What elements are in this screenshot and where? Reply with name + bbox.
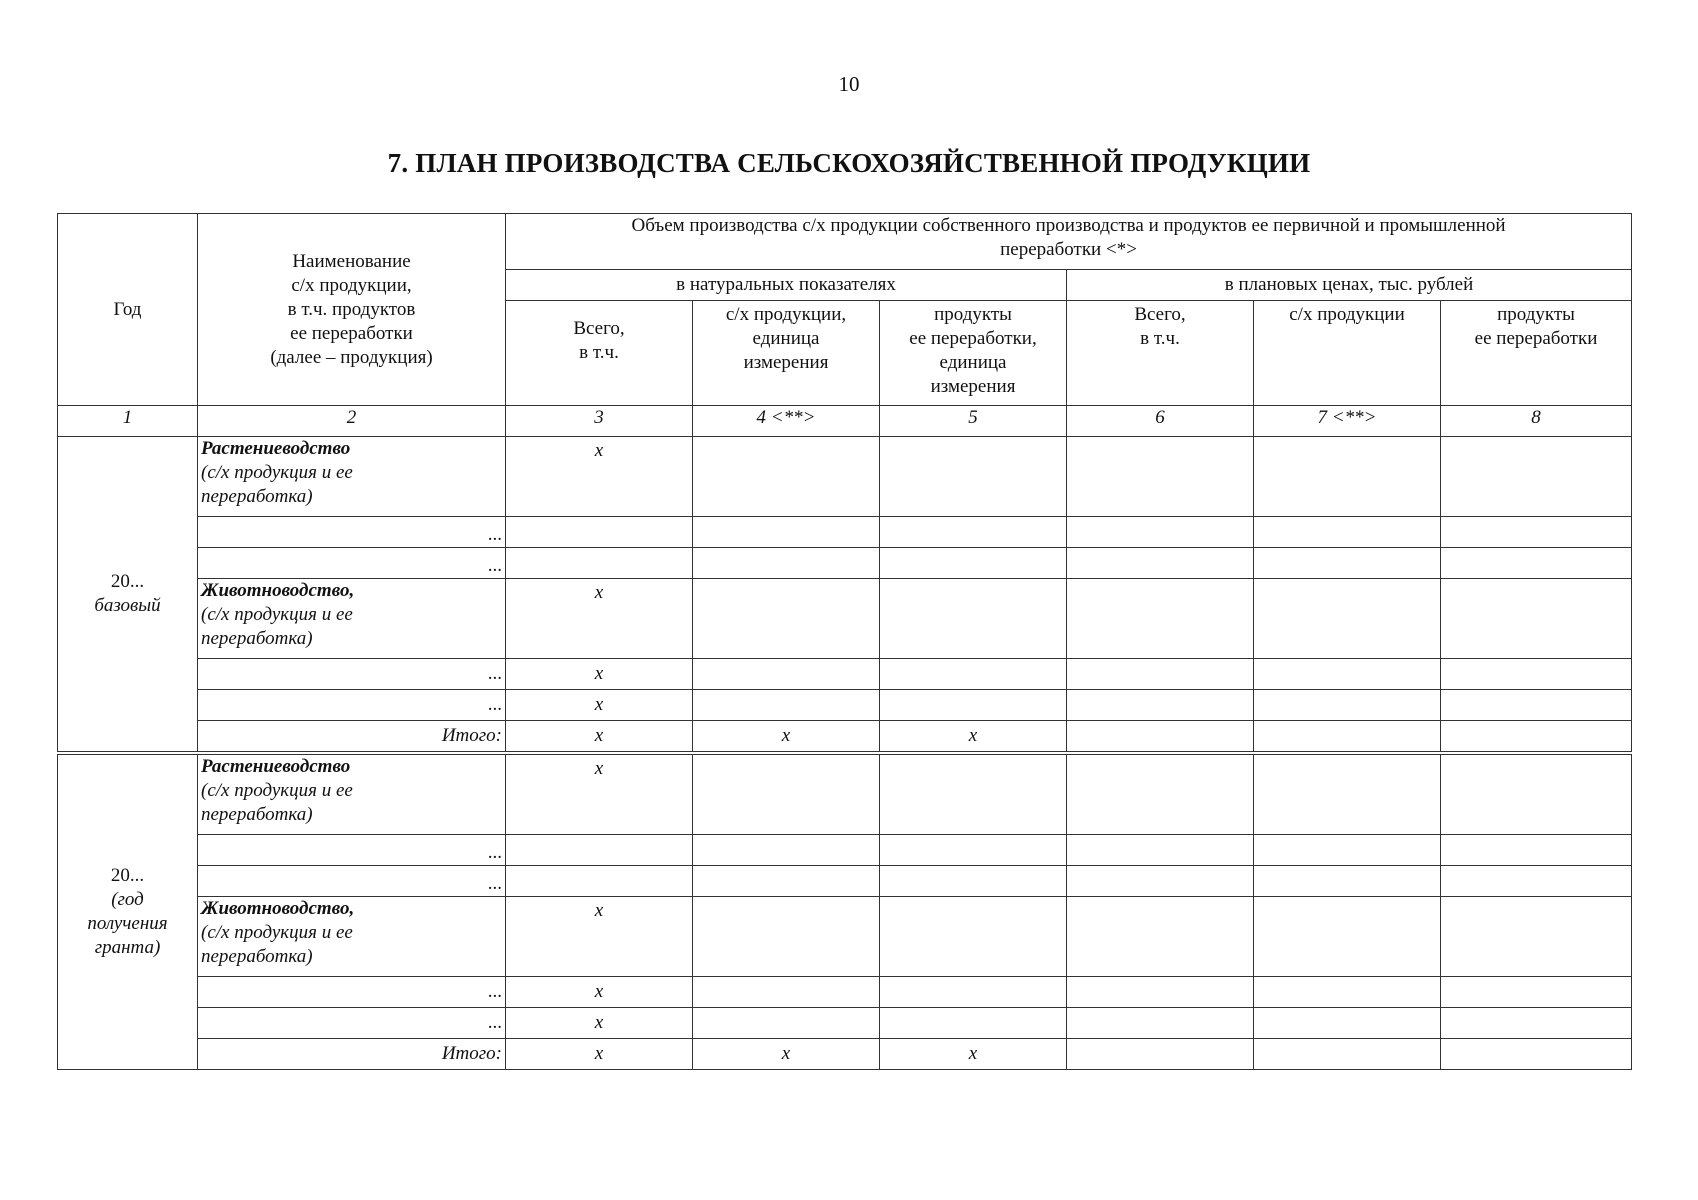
column-number: 1: [58, 406, 198, 437]
data-cell[interactable]: [1067, 897, 1254, 977]
data-cell[interactable]: [693, 517, 880, 548]
column-number: 5: [880, 406, 1067, 437]
data-cell[interactable]: [880, 659, 1067, 690]
year-value: 20...: [110, 571, 145, 592]
table-row: [58, 866, 1632, 897]
x-mark: x: [506, 1008, 693, 1039]
data-cell[interactable]: [1441, 659, 1632, 690]
data-cell[interactable]: [1254, 897, 1441, 977]
header-processing-price: [1441, 301, 1632, 406]
column-number: 2: [198, 406, 506, 437]
category-label: Растениеводство: [201, 756, 351, 777]
column-number: 6: [1067, 406, 1254, 437]
data-cell[interactable]: [1067, 690, 1254, 721]
header-price-group: в плановых ценах, тыс. рублей: [1067, 270, 1632, 301]
data-cell[interactable]: [1254, 721, 1441, 752]
data-cell[interactable]: [1067, 1039, 1254, 1070]
table-row: [58, 690, 1632, 721]
total-row: [58, 721, 1632, 752]
total-label: Итого:: [198, 721, 506, 752]
category-note: переработка): [201, 946, 313, 967]
data-cell[interactable]: [1441, 897, 1632, 977]
x-mark: x: [506, 437, 693, 517]
data-cell[interactable]: [693, 659, 880, 690]
dots-cell: ...: [198, 659, 506, 690]
column-number: 8: [1441, 406, 1632, 437]
header-processing-natural: [880, 301, 1067, 406]
data-cell[interactable]: [693, 1008, 880, 1039]
data-cell[interactable]: [1067, 659, 1254, 690]
data-cell[interactable]: [693, 548, 880, 579]
dots-cell: ...: [198, 548, 506, 579]
data-cell[interactable]: [506, 517, 693, 548]
x-mark: x: [693, 721, 880, 752]
data-cell[interactable]: [1441, 721, 1632, 752]
x-mark: x: [506, 977, 693, 1008]
table-row: [58, 835, 1632, 866]
header-sub-line: единица: [752, 328, 820, 349]
header-sub-line: единица: [939, 352, 1007, 373]
header-sub-line: продукты: [1497, 304, 1575, 325]
data-cell[interactable]: [1067, 835, 1254, 866]
header-sub-line: измерения: [930, 376, 1016, 397]
category-label: Животноводство,: [201, 898, 355, 919]
data-cell[interactable]: [1441, 977, 1632, 1008]
data-cell[interactable]: [880, 755, 1067, 835]
data-cell[interactable]: [880, 437, 1067, 517]
x-mark: x: [880, 721, 1067, 752]
production-plan-table: [57, 213, 1632, 752]
header-agri-price: с/х продукции: [1254, 301, 1441, 406]
data-cell[interactable]: [1441, 437, 1632, 517]
data-cell[interactable]: [880, 866, 1067, 897]
header-volume-line: переработки <*>: [1000, 239, 1137, 260]
data-cell[interactable]: [1067, 721, 1254, 752]
data-cell[interactable]: [1254, 517, 1441, 548]
category-label: Растениеводство: [201, 438, 351, 459]
data-cell[interactable]: [1254, 437, 1441, 517]
data-cell[interactable]: [1254, 977, 1441, 1008]
data-cell[interactable]: [693, 835, 880, 866]
header-sub-line: в т.ч.: [1140, 328, 1180, 349]
table-row: [58, 755, 1632, 835]
data-cell[interactable]: [1254, 755, 1441, 835]
data-cell[interactable]: [506, 866, 693, 897]
header-name-line: с/х продукции,: [291, 274, 412, 296]
year-note: гранта): [94, 937, 161, 958]
header-sub-line: в т.ч.: [579, 342, 619, 363]
table-row: [58, 579, 1632, 659]
data-cell[interactable]: [1067, 437, 1254, 517]
data-cell[interactable]: [1441, 579, 1632, 659]
header-volume-line: Объем производства с/х продукции собственного производства и продуктов ее первичной и промышленной: [631, 215, 1506, 236]
data-cell[interactable]: [1254, 659, 1441, 690]
dots-cell: ...: [198, 1008, 506, 1039]
year-cell: [58, 437, 198, 752]
data-cell[interactable]: [880, 690, 1067, 721]
data-cell[interactable]: [693, 977, 880, 1008]
data-cell[interactable]: [880, 835, 1067, 866]
header-natural-group: в натуральных показателях: [506, 270, 1067, 301]
data-cell[interactable]: [1067, 517, 1254, 548]
header-name-line: ее переработки: [290, 322, 413, 344]
data-cell[interactable]: [693, 866, 880, 897]
table-row: [58, 548, 1632, 579]
column-number: 4 <**>: [693, 406, 880, 437]
data-cell[interactable]: [1441, 866, 1632, 897]
data-cell[interactable]: [693, 897, 880, 977]
data-cell[interactable]: [1441, 1008, 1632, 1039]
x-mark: x: [506, 690, 693, 721]
table-row: [58, 659, 1632, 690]
total-row: [58, 1039, 1632, 1070]
category-note: (с/х продукция и ее: [201, 604, 353, 625]
column-number: 3: [506, 406, 693, 437]
column-number-row: [58, 406, 1632, 437]
x-mark: x: [506, 1039, 693, 1070]
data-cell[interactable]: [880, 1008, 1067, 1039]
data-cell[interactable]: [1067, 977, 1254, 1008]
category-note: (с/х продукция и ее: [201, 462, 353, 483]
year-note: (год: [111, 889, 144, 910]
x-mark: x: [506, 897, 693, 977]
header-name-line: (далее – продукция): [270, 346, 433, 368]
crop-category-cell: [198, 755, 506, 835]
data-cell[interactable]: [1441, 690, 1632, 721]
data-cell[interactable]: [693, 579, 880, 659]
data-cell[interactable]: [1441, 1039, 1632, 1070]
production-plan-table-block-2: [57, 754, 1632, 1070]
data-cell[interactable]: [693, 755, 880, 835]
x-mark: x: [693, 1039, 880, 1070]
table-row: [58, 897, 1632, 977]
header-year: Год: [58, 214, 198, 406]
data-cell[interactable]: [880, 977, 1067, 1008]
crop-category-cell: [198, 437, 506, 517]
data-cell[interactable]: [1441, 517, 1632, 548]
data-cell[interactable]: [1067, 548, 1254, 579]
column-number: 7 <**>: [1254, 406, 1441, 437]
data-cell[interactable]: [1441, 755, 1632, 835]
header-agri-natural: [693, 301, 880, 406]
data-cell[interactable]: [1067, 866, 1254, 897]
header-sub-line: ее переработки: [1474, 328, 1598, 349]
data-cell[interactable]: [1067, 1008, 1254, 1039]
header-sub-line: продукты: [934, 304, 1012, 325]
category-label: Животноводство,: [201, 580, 355, 601]
data-cell[interactable]: [1441, 835, 1632, 866]
header-sub-line: ее переработки,: [909, 328, 1037, 349]
year-cell: [58, 755, 198, 1070]
data-cell[interactable]: [1254, 1039, 1441, 1070]
header-total-price: [1067, 301, 1254, 406]
data-cell[interactable]: [693, 437, 880, 517]
x-mark: x: [506, 755, 693, 835]
dots-cell: ...: [198, 866, 506, 897]
year-note: базовый: [94, 595, 161, 616]
data-cell[interactable]: [1254, 866, 1441, 897]
data-cell[interactable]: [1067, 755, 1254, 835]
data-cell[interactable]: [1254, 690, 1441, 721]
category-note: переработка): [201, 804, 313, 825]
total-label: Итого:: [198, 1039, 506, 1070]
x-mark: x: [506, 659, 693, 690]
page-number: 10: [838, 72, 860, 96]
header-product-name: [198, 214, 506, 406]
data-cell[interactable]: [506, 835, 693, 866]
x-mark: x: [506, 721, 693, 752]
data-cell[interactable]: [1441, 548, 1632, 579]
table-row: [58, 977, 1632, 1008]
header-sub-line: Всего,: [1134, 304, 1186, 325]
dots-cell: ...: [198, 690, 506, 721]
data-cell[interactable]: [1254, 835, 1441, 866]
category-note: переработка): [201, 628, 313, 649]
data-cell[interactable]: [880, 579, 1067, 659]
data-cell[interactable]: [1254, 579, 1441, 659]
category-note: (с/х продукция и ее: [201, 780, 353, 801]
header-volume-group: [506, 214, 1632, 270]
header-name-line: Наименование: [292, 250, 411, 272]
table-row: [58, 1008, 1632, 1039]
table-row: [58, 437, 1632, 517]
document-title: 7. ПЛАН ПРОИЗВОДСТВА СЕЛЬСКОХОЗЯЙСТВЕННОЙ ПРОДУКЦИИ: [387, 148, 1311, 178]
data-cell[interactable]: [506, 548, 693, 579]
livestock-category-cell: [198, 579, 506, 659]
data-cell[interactable]: [1254, 548, 1441, 579]
data-cell[interactable]: [1254, 1008, 1441, 1039]
data-cell[interactable]: [880, 517, 1067, 548]
header-total-natural: [506, 301, 693, 406]
year-note: получения: [87, 913, 168, 934]
livestock-category-cell: [198, 897, 506, 977]
data-cell[interactable]: [693, 690, 880, 721]
header-sub-line: с/х продукции,: [725, 304, 847, 325]
dots-cell: ...: [198, 517, 506, 548]
table-row: [58, 517, 1632, 548]
data-cell[interactable]: [880, 548, 1067, 579]
header-sub-line: Всего,: [573, 318, 625, 339]
dots-cell: ...: [198, 977, 506, 1008]
header-name-line: в т.ч. продуктов: [287, 298, 416, 320]
dots-cell: ...: [198, 835, 506, 866]
category-note: переработка): [201, 486, 313, 507]
header-sub-line: измерения: [743, 352, 829, 373]
x-mark: x: [880, 1039, 1067, 1070]
x-mark: x: [506, 579, 693, 659]
year-value: 20...: [110, 865, 145, 886]
data-cell[interactable]: [1067, 579, 1254, 659]
data-cell[interactable]: [880, 897, 1067, 977]
header-row-1: [58, 214, 1632, 270]
category-note: (с/х продукция и ее: [201, 922, 353, 943]
